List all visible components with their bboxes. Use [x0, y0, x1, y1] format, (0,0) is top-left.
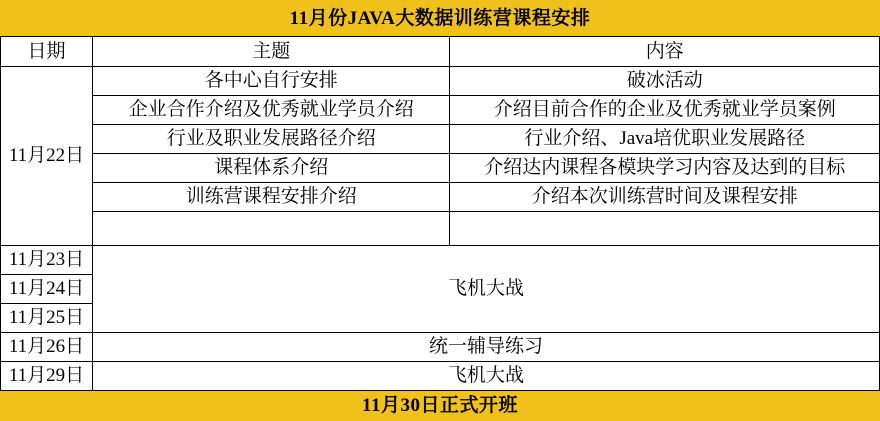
- table-row: [1, 154, 880, 183]
- content-cell: 行业介绍、Java培优职业发展路径: [450, 125, 880, 154]
- date-cell-day1: 11月22日: [1, 67, 93, 246]
- activity-cell-tutoring: 统一辅导练习: [93, 333, 880, 362]
- footer-row: [1, 391, 880, 421]
- table-row: [1, 246, 880, 275]
- column-header-content: 内容: [450, 37, 880, 67]
- content-cell-empty: [450, 212, 880, 246]
- topic-cell: 行业及职业发展路径介绍: [93, 125, 450, 154]
- content-cell: 介绍本次训练营时间及课程安排: [450, 183, 880, 212]
- title-row: [1, 1, 880, 37]
- topic-cell-empty: [93, 212, 450, 246]
- content-cell: 介绍目前合作的企业及优秀就业学员案例: [450, 96, 880, 125]
- table-row: [1, 212, 880, 246]
- date-cell-1123: 11月23日: [1, 246, 93, 275]
- activity-cell-plane-battle-1: 飞机大战: [93, 246, 880, 333]
- content-cell: 介绍达内课程各模块学习内容及达到的目标: [450, 154, 880, 183]
- table-row: [1, 362, 880, 391]
- activity-cell-plane-battle-2: 飞机大战: [93, 362, 880, 391]
- table-row: [1, 125, 880, 154]
- table-row: [1, 333, 880, 362]
- header-row: [1, 37, 880, 67]
- topic-cell: 企业合作介绍及优秀就业学员介绍: [93, 96, 450, 125]
- date-cell-1126: 11月26日: [1, 333, 93, 362]
- document-footer: 11月30日正式开班: [1, 391, 880, 421]
- document-title: 11月份JAVA大数据训练营课程安排: [1, 1, 880, 37]
- table-row: [1, 67, 880, 96]
- topic-cell: 训练营课程安排介绍: [93, 183, 450, 212]
- column-header-date: 日期: [1, 37, 93, 67]
- content-cell: 破冰活动: [450, 67, 880, 96]
- date-cell-1125: 11月25日: [1, 304, 93, 333]
- column-header-topic: 主题: [93, 37, 450, 67]
- topic-cell: 课程体系介绍: [93, 154, 450, 183]
- table-row: [1, 96, 880, 125]
- date-cell-1129: 11月29日: [1, 362, 93, 391]
- date-cell-1124: 11月24日: [1, 275, 93, 304]
- topic-cell: 各中心自行安排: [93, 67, 450, 96]
- table-row: [1, 183, 880, 212]
